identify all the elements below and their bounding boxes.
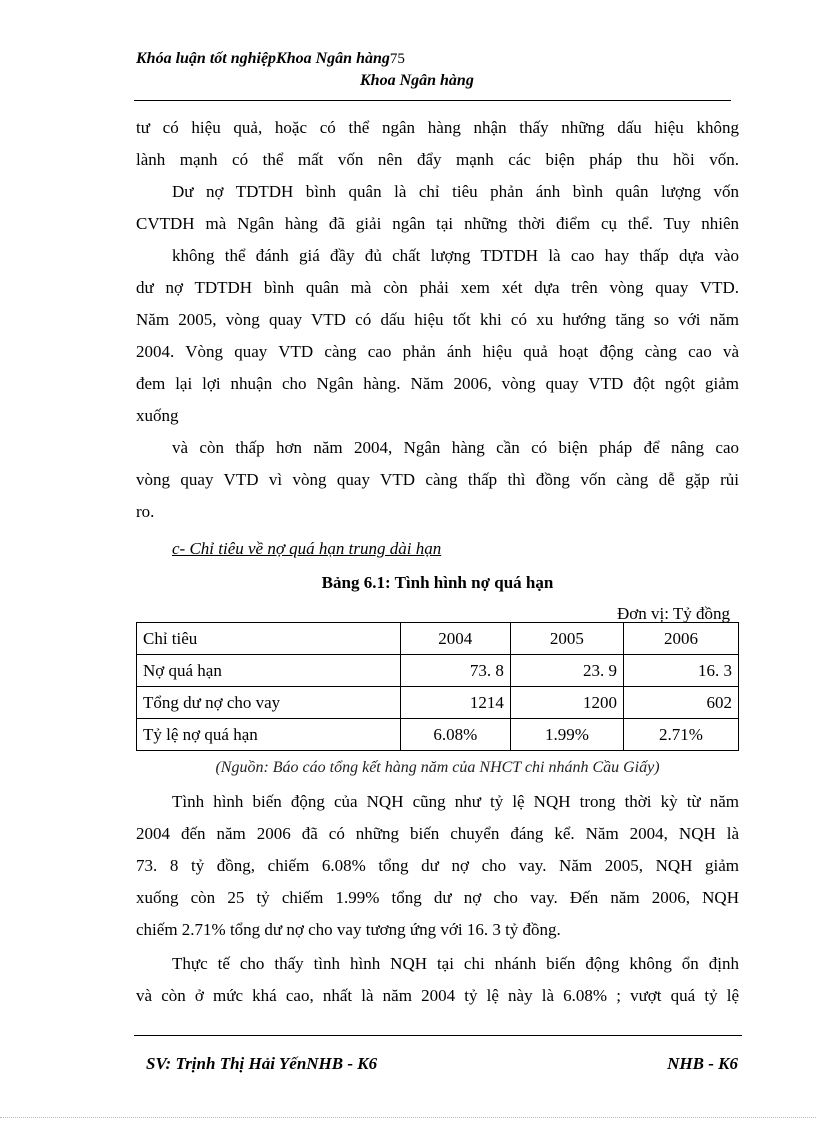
table-header-cell: 2004 — [400, 623, 510, 655]
table-cell: 23. 9 — [510, 655, 623, 687]
paragraph-5-line: Thực tế cho thấy tình hình NQH tại chi nhánh biến động không ổn định — [172, 954, 739, 973]
section-heading: c- Chỉ tiêu về nợ quá hạn trung dài hạn — [172, 539, 442, 558]
table-row — [137, 719, 739, 751]
paragraph-3-line: vòng quay VTD vì vòng quay VTD càng thấp thì đồng vốn càng dễ gặp rủi — [136, 470, 739, 489]
header-rule — [134, 100, 731, 101]
footer-student: SV: Trịnh Thị Hải YếnNHB - K6 — [146, 1054, 378, 1073]
table-header-cell: 2005 — [510, 623, 623, 655]
page-number: 75 — [389, 51, 405, 67]
paragraph-2-line: Năm 2005, vòng quay VTD có dấu hiệu tốt khi có xu hướng tăng so với năm — [136, 310, 739, 329]
table-unit: Đơn vị: Tỷ đồng — [616, 604, 730, 623]
paragraph-2-line: dư nợ TDTDH bình quân mà còn phải xem xét dựa trên vòng quay VTD. — [136, 278, 739, 297]
paragraph-2-line: Dư nợ TDTDH bình quân là chỉ tiêu phản ánh bình quân lượng vốn — [172, 182, 739, 201]
table-source: (Nguồn: Báo cáo tổng kết hàng năm của NHCT chi nhánh Cầu Giấy) — [215, 759, 660, 776]
header-department: Khoa Ngân hàng — [360, 72, 474, 89]
overdue-debt-table — [136, 622, 739, 751]
table-cell: Tổng dư nợ cho vay — [137, 687, 401, 719]
paragraph-2-line: đem lại lợi nhuận cho Ngân hàng. Năm 2006, vòng quay VTD đột ngột giảm — [136, 374, 739, 393]
paragraph-3-line: và còn thấp hơn năm 2004, Ngân hàng cần có biện pháp để nâng cao — [172, 438, 739, 457]
table-header-cell: 2006 — [623, 623, 738, 655]
running-header — [136, 50, 405, 68]
paragraph-2-line: CVTDH mà Ngân hàng đã giải ngân tại những thời điểm cụ thể. Tuy nhiên — [136, 214, 739, 233]
table-row — [137, 687, 739, 719]
paragraph-2-line: không thể đánh giá đầy đủ chất lượng TDTDH là cao hay thấp dựa vào — [172, 246, 739, 265]
table-caption: Bảng 6.1: Tình hình nợ quá hạn — [321, 573, 554, 592]
paragraph-4-line: xuống còn 25 tỷ chiếm 1.99% tổng dư nợ cho vay. Đến năm 2006, NQH — [136, 888, 739, 907]
table-cell: 2.71% — [623, 719, 738, 751]
table-cell: 6.08% — [400, 719, 510, 751]
table-header-row — [137, 623, 739, 655]
table-cell: 1.99% — [510, 719, 623, 751]
paragraph-5-line: và còn ở mức khá cao, nhất là năm 2004 tỷ lệ này là 6.08% ; vượt quá tỷ lệ — [136, 986, 739, 1005]
footer-class-code: NHB - K6 — [667, 1054, 738, 1073]
paragraph-3-line: ro. — [136, 502, 155, 521]
paragraph-4-line: chiếm 2.71% tổng dư nợ cho vay tương ứng với 16. 3 tỷ đồng. — [136, 920, 561, 939]
table-cell: Nợ quá hạn — [137, 655, 401, 687]
paragraph-4-line: 2004 đến năm 2006 đã có những biến chuyển đáng kể. Năm 2004, NQH là — [136, 824, 739, 843]
table-cell: 1214 — [400, 687, 510, 719]
page-bottom-dotted-border — [0, 1117, 816, 1118]
table-header-cell: Chỉ tiêu — [137, 623, 401, 655]
table-cell: 73. 8 — [400, 655, 510, 687]
header-title: Khóa luận tốt nghiệpKhoa Ngân hàng — [136, 50, 390, 67]
table-cell: 1200 — [510, 687, 623, 719]
paragraph-4-line: Tình hình biến động của NQH cũng như tỷ lệ NQH trong thời kỳ từ năm — [172, 792, 739, 811]
table-cell: 16. 3 — [623, 655, 738, 687]
paragraph-4-line: 73. 8 tỷ đồng, chiếm 6.08% tổng dư nợ cho vay. Năm 2005, NQH giảm — [136, 856, 739, 875]
paragraph-2-line: 2004. Vòng quay VTD càng cao phản ánh hiệu quả hoạt động càng cao và — [136, 342, 739, 361]
footer-rule — [134, 1035, 742, 1036]
paragraph-1-line: lành mạnh có thể mất vốn nên đẩy mạnh các biện pháp thu hồi vốn. — [136, 150, 739, 169]
table-cell: 602 — [623, 687, 738, 719]
paragraph-1-line: tư có hiệu quả, hoặc có thể ngân hàng nhận thấy những dấu hiệu không — [136, 118, 739, 137]
table-row — [137, 655, 739, 687]
paragraph-2-line: xuống — [136, 406, 179, 425]
table-cell: Tỷ lệ nợ quá hạn — [137, 719, 401, 751]
